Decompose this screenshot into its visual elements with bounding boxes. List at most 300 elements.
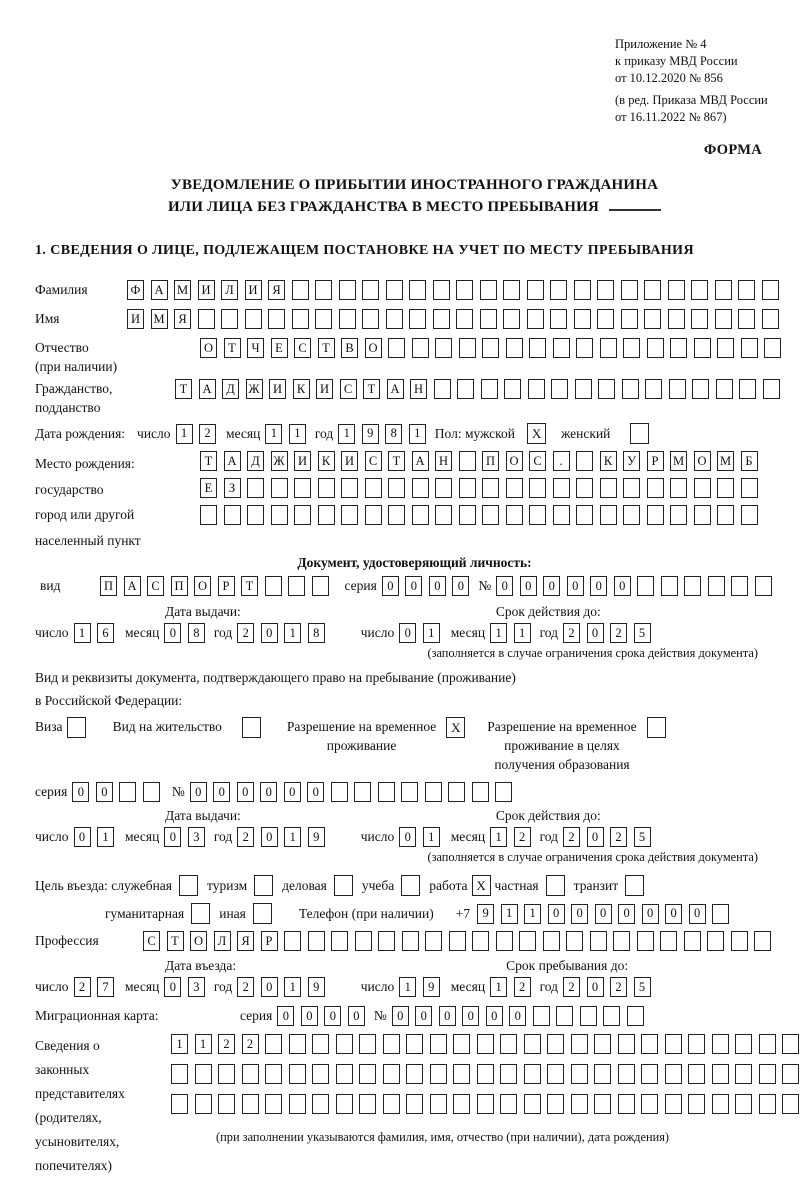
char-cell[interactable] bbox=[576, 478, 593, 498]
char-cell[interactable]: 1 bbox=[284, 623, 301, 643]
char-cell[interactable] bbox=[195, 1064, 212, 1084]
char-cell[interactable] bbox=[341, 505, 358, 525]
char-cell[interactable]: 0 bbox=[618, 904, 635, 924]
char-cell[interactable]: М bbox=[717, 451, 734, 471]
char-cell[interactable] bbox=[386, 309, 403, 329]
doc-type-cells[interactable] bbox=[100, 576, 329, 596]
char-cell[interactable]: 2 bbox=[242, 1034, 259, 1054]
char-cell[interactable]: 0 bbox=[689, 904, 706, 924]
char-cell[interactable] bbox=[641, 1064, 658, 1084]
char-cell[interactable] bbox=[623, 478, 640, 498]
char-cell[interactable]: Ж bbox=[246, 379, 263, 399]
female-checkbox[interactable] bbox=[630, 423, 649, 444]
char-cell[interactable]: 1 bbox=[490, 977, 507, 997]
char-cell[interactable] bbox=[637, 931, 654, 951]
char-cell[interactable]: С bbox=[147, 576, 164, 596]
char-cell[interactable] bbox=[383, 1034, 400, 1054]
char-cell[interactable] bbox=[735, 1094, 752, 1114]
char-cell[interactable]: И bbox=[316, 379, 333, 399]
char-cell[interactable]: А bbox=[151, 280, 168, 300]
entry-month-cells[interactable] bbox=[164, 977, 205, 997]
char-cell[interactable] bbox=[365, 478, 382, 498]
char-cell[interactable]: 1 bbox=[423, 827, 440, 847]
char-cell[interactable] bbox=[406, 1064, 423, 1084]
char-cell[interactable] bbox=[644, 309, 661, 329]
char-cell[interactable]: Т bbox=[167, 931, 184, 951]
char-cell[interactable]: 9 bbox=[308, 977, 325, 997]
char-cell[interactable] bbox=[425, 931, 442, 951]
char-cell[interactable] bbox=[456, 280, 473, 300]
other-checkbox[interactable] bbox=[253, 903, 272, 924]
char-cell[interactable]: 0 bbox=[405, 576, 422, 596]
char-cell[interactable] bbox=[551, 379, 568, 399]
char-cell[interactable] bbox=[171, 1094, 188, 1114]
char-cell[interactable]: 0 bbox=[415, 1006, 432, 1026]
char-cell[interactable]: 2 bbox=[199, 424, 216, 444]
char-cell[interactable] bbox=[500, 1064, 517, 1084]
char-cell[interactable] bbox=[712, 1094, 729, 1114]
char-cell[interactable] bbox=[477, 1064, 494, 1084]
char-cell[interactable]: А bbox=[387, 379, 404, 399]
char-cell[interactable] bbox=[669, 379, 686, 399]
char-cell[interactable] bbox=[571, 1034, 588, 1054]
char-cell[interactable] bbox=[472, 782, 489, 802]
char-cell[interactable]: 2 bbox=[514, 977, 531, 997]
phone-cells[interactable] bbox=[477, 904, 729, 924]
char-cell[interactable] bbox=[289, 1094, 306, 1114]
birth-month-cells[interactable] bbox=[265, 424, 306, 444]
char-cell[interactable]: Н bbox=[410, 379, 427, 399]
char-cell[interactable] bbox=[119, 782, 136, 802]
char-cell[interactable]: 0 bbox=[665, 904, 682, 924]
char-cell[interactable]: 0 bbox=[72, 782, 89, 802]
char-cell[interactable] bbox=[477, 1094, 494, 1114]
char-cell[interactable] bbox=[738, 309, 755, 329]
temp-permit-edu-checkbox[interactable] bbox=[647, 717, 666, 738]
char-cell[interactable] bbox=[435, 478, 452, 498]
char-cell[interactable] bbox=[576, 451, 593, 471]
char-cell[interactable]: К bbox=[293, 379, 310, 399]
char-cell[interactable] bbox=[529, 478, 546, 498]
char-cell[interactable] bbox=[224, 505, 241, 525]
char-cell[interactable]: 0 bbox=[260, 782, 277, 802]
char-cell[interactable]: Н bbox=[435, 451, 452, 471]
doc-issue-month-cells[interactable] bbox=[164, 623, 205, 643]
char-cell[interactable]: 0 bbox=[261, 827, 278, 847]
char-cell[interactable]: Т bbox=[318, 338, 335, 358]
char-cell[interactable] bbox=[331, 782, 348, 802]
char-cell[interactable]: Ф bbox=[127, 280, 144, 300]
char-cell[interactable]: 0 bbox=[462, 1006, 479, 1026]
char-cell[interactable] bbox=[496, 931, 513, 951]
char-cell[interactable] bbox=[670, 505, 687, 525]
doc-issue-year-cells[interactable] bbox=[237, 623, 325, 643]
char-cell[interactable] bbox=[590, 931, 607, 951]
birth-day-cells[interactable] bbox=[176, 424, 217, 444]
char-cell[interactable] bbox=[527, 280, 544, 300]
char-cell[interactable] bbox=[670, 478, 687, 498]
char-cell[interactable] bbox=[524, 1064, 541, 1084]
char-cell[interactable]: 0 bbox=[399, 623, 416, 643]
char-cell[interactable]: 0 bbox=[452, 576, 469, 596]
char-cell[interactable] bbox=[459, 478, 476, 498]
char-cell[interactable] bbox=[265, 1064, 282, 1084]
char-cell[interactable] bbox=[688, 1094, 705, 1114]
char-cell[interactable] bbox=[715, 309, 732, 329]
char-cell[interactable]: 8 bbox=[385, 424, 402, 444]
char-cell[interactable] bbox=[245, 309, 262, 329]
char-cell[interactable] bbox=[717, 338, 734, 358]
char-cell[interactable] bbox=[647, 478, 664, 498]
char-cell[interactable]: Т bbox=[175, 379, 192, 399]
char-cell[interactable] bbox=[265, 576, 282, 596]
char-cell[interactable] bbox=[735, 1064, 752, 1084]
char-cell[interactable] bbox=[425, 782, 442, 802]
doc-valid-day-cells[interactable] bbox=[399, 623, 440, 643]
permit-issue-year-cells[interactable] bbox=[237, 827, 325, 847]
char-cell[interactable]: 0 bbox=[277, 1006, 294, 1026]
char-cell[interactable] bbox=[477, 1034, 494, 1054]
char-cell[interactable] bbox=[529, 505, 546, 525]
char-cell[interactable] bbox=[480, 309, 497, 329]
char-cell[interactable]: У bbox=[623, 451, 640, 471]
char-cell[interactable]: 0 bbox=[587, 977, 604, 997]
char-cell[interactable] bbox=[457, 379, 474, 399]
char-cell[interactable] bbox=[519, 931, 536, 951]
char-cell[interactable] bbox=[409, 309, 426, 329]
char-cell[interactable] bbox=[412, 338, 429, 358]
permit-issue-month-cells[interactable] bbox=[164, 827, 205, 847]
temp-permit-checkbox[interactable]: X bbox=[446, 717, 465, 738]
char-cell[interactable]: 7 bbox=[97, 977, 114, 997]
char-cell[interactable]: С bbox=[340, 379, 357, 399]
char-cell[interactable] bbox=[433, 280, 450, 300]
char-cell[interactable] bbox=[339, 309, 356, 329]
char-cell[interactable] bbox=[574, 280, 591, 300]
char-cell[interactable] bbox=[331, 931, 348, 951]
char-cell[interactable]: 0 bbox=[307, 782, 324, 802]
char-cell[interactable] bbox=[430, 1094, 447, 1114]
permit-series-cells[interactable] bbox=[72, 782, 160, 802]
char-cell[interactable] bbox=[362, 280, 379, 300]
permit-valid-day-cells[interactable] bbox=[399, 827, 440, 847]
char-cell[interactable] bbox=[339, 280, 356, 300]
char-cell[interactable] bbox=[754, 931, 771, 951]
char-cell[interactable] bbox=[665, 1064, 682, 1084]
char-cell[interactable]: 2 bbox=[514, 827, 531, 847]
char-cell[interactable]: 0 bbox=[486, 1006, 503, 1026]
char-cell[interactable] bbox=[717, 505, 734, 525]
char-cell[interactable] bbox=[566, 931, 583, 951]
char-cell[interactable]: М bbox=[151, 309, 168, 329]
char-cell[interactable]: Д bbox=[247, 451, 264, 471]
char-cell[interactable] bbox=[571, 1094, 588, 1114]
char-cell[interactable] bbox=[694, 338, 711, 358]
char-cell[interactable] bbox=[289, 1064, 306, 1084]
char-cell[interactable] bbox=[550, 309, 567, 329]
doc-series-cells[interactable] bbox=[382, 576, 470, 596]
char-cell[interactable]: 0 bbox=[74, 827, 91, 847]
char-cell[interactable]: П bbox=[171, 576, 188, 596]
migration-series-cells[interactable] bbox=[277, 1006, 365, 1026]
char-cell[interactable]: 0 bbox=[614, 576, 631, 596]
char-cell[interactable]: 0 bbox=[382, 576, 399, 596]
char-cell[interactable] bbox=[308, 931, 325, 951]
char-cell[interactable] bbox=[618, 1064, 635, 1084]
char-cell[interactable] bbox=[691, 309, 708, 329]
char-cell[interactable] bbox=[480, 280, 497, 300]
char-cell[interactable] bbox=[547, 1034, 564, 1054]
char-cell[interactable]: А bbox=[412, 451, 429, 471]
char-cell[interactable] bbox=[739, 379, 756, 399]
char-cell[interactable]: С bbox=[294, 338, 311, 358]
char-cell[interactable]: Т bbox=[363, 379, 380, 399]
representatives-row3-cells[interactable] bbox=[171, 1094, 800, 1114]
char-cell[interactable]: 5 bbox=[634, 623, 651, 643]
char-cell[interactable]: . bbox=[553, 451, 570, 471]
study-checkbox[interactable] bbox=[401, 875, 420, 896]
permit-valid-month-cells[interactable] bbox=[490, 827, 531, 847]
char-cell[interactable] bbox=[716, 379, 733, 399]
char-cell[interactable]: 1 bbox=[490, 827, 507, 847]
char-cell[interactable]: 1 bbox=[501, 904, 518, 924]
char-cell[interactable]: А bbox=[124, 576, 141, 596]
char-cell[interactable] bbox=[456, 309, 473, 329]
doc-number-cells[interactable] bbox=[496, 576, 772, 596]
char-cell[interactable] bbox=[600, 338, 617, 358]
char-cell[interactable] bbox=[412, 505, 429, 525]
permit-valid-year-cells[interactable] bbox=[563, 827, 651, 847]
char-cell[interactable]: 0 bbox=[429, 576, 446, 596]
private-checkbox[interactable] bbox=[546, 875, 565, 896]
char-cell[interactable] bbox=[221, 309, 238, 329]
char-cell[interactable] bbox=[618, 1034, 635, 1054]
char-cell[interactable] bbox=[500, 1094, 517, 1114]
char-cell[interactable] bbox=[292, 280, 309, 300]
char-cell[interactable]: П bbox=[100, 576, 117, 596]
char-cell[interactable] bbox=[556, 1006, 573, 1026]
char-cell[interactable]: К bbox=[318, 451, 335, 471]
char-cell[interactable] bbox=[388, 505, 405, 525]
char-cell[interactable] bbox=[647, 338, 664, 358]
char-cell[interactable] bbox=[453, 1094, 470, 1114]
doc-valid-year-cells[interactable] bbox=[563, 623, 651, 643]
char-cell[interactable] bbox=[312, 576, 329, 596]
char-cell[interactable]: А bbox=[224, 451, 241, 471]
char-cell[interactable] bbox=[668, 309, 685, 329]
char-cell[interactable] bbox=[355, 931, 372, 951]
char-cell[interactable] bbox=[594, 1094, 611, 1114]
char-cell[interactable]: 0 bbox=[261, 977, 278, 997]
char-cell[interactable]: 2 bbox=[237, 977, 254, 997]
char-cell[interactable] bbox=[712, 1034, 729, 1054]
char-cell[interactable]: 0 bbox=[520, 576, 537, 596]
char-cell[interactable] bbox=[315, 280, 332, 300]
char-cell[interactable] bbox=[448, 782, 465, 802]
char-cell[interactable]: 1 bbox=[490, 623, 507, 643]
char-cell[interactable]: 5 bbox=[634, 827, 651, 847]
char-cell[interactable]: Д bbox=[222, 379, 239, 399]
char-cell[interactable] bbox=[336, 1094, 353, 1114]
char-cell[interactable]: 1 bbox=[338, 424, 355, 444]
char-cell[interactable] bbox=[684, 931, 701, 951]
char-cell[interactable] bbox=[430, 1034, 447, 1054]
birth-place-row1-cells[interactable] bbox=[200, 451, 758, 471]
birth-place-row2-cells[interactable] bbox=[200, 478, 758, 498]
business-checkbox[interactable] bbox=[334, 875, 353, 896]
char-cell[interactable] bbox=[200, 505, 217, 525]
char-cell[interactable] bbox=[694, 505, 711, 525]
char-cell[interactable] bbox=[623, 338, 640, 358]
char-cell[interactable]: 1 bbox=[171, 1034, 188, 1054]
char-cell[interactable] bbox=[435, 338, 452, 358]
char-cell[interactable] bbox=[315, 309, 332, 329]
char-cell[interactable] bbox=[284, 931, 301, 951]
char-cell[interactable] bbox=[198, 309, 215, 329]
char-cell[interactable] bbox=[717, 478, 734, 498]
char-cell[interactable]: Т bbox=[224, 338, 241, 358]
char-cell[interactable] bbox=[692, 379, 709, 399]
char-cell[interactable]: 3 bbox=[188, 827, 205, 847]
char-cell[interactable]: 9 bbox=[308, 827, 325, 847]
char-cell[interactable] bbox=[247, 478, 264, 498]
char-cell[interactable] bbox=[759, 1034, 776, 1054]
char-cell[interactable] bbox=[271, 505, 288, 525]
char-cell[interactable] bbox=[550, 280, 567, 300]
char-cell[interactable] bbox=[644, 280, 661, 300]
char-cell[interactable] bbox=[365, 505, 382, 525]
char-cell[interactable] bbox=[312, 1034, 329, 1054]
char-cell[interactable]: 1 bbox=[97, 827, 114, 847]
char-cell[interactable] bbox=[453, 1064, 470, 1084]
char-cell[interactable]: 0 bbox=[587, 623, 604, 643]
char-cell[interactable]: 0 bbox=[548, 904, 565, 924]
char-cell[interactable]: К bbox=[600, 451, 617, 471]
char-cell[interactable] bbox=[597, 280, 614, 300]
char-cell[interactable]: 0 bbox=[164, 977, 181, 997]
char-cell[interactable] bbox=[576, 505, 593, 525]
char-cell[interactable] bbox=[529, 338, 546, 358]
char-cell[interactable]: И bbox=[341, 451, 358, 471]
char-cell[interactable] bbox=[362, 309, 379, 329]
transit-checkbox[interactable] bbox=[625, 875, 644, 896]
char-cell[interactable] bbox=[707, 931, 724, 951]
char-cell[interactable]: О bbox=[194, 576, 211, 596]
char-cell[interactable] bbox=[553, 505, 570, 525]
char-cell[interactable] bbox=[755, 576, 772, 596]
residence-permit-checkbox[interactable] bbox=[242, 717, 261, 738]
char-cell[interactable] bbox=[645, 379, 662, 399]
char-cell[interactable]: 1 bbox=[176, 424, 193, 444]
char-cell[interactable] bbox=[670, 338, 687, 358]
char-cell[interactable] bbox=[641, 1034, 658, 1054]
char-cell[interactable]: Т bbox=[200, 451, 217, 471]
char-cell[interactable] bbox=[543, 931, 560, 951]
char-cell[interactable] bbox=[482, 478, 499, 498]
char-cell[interactable] bbox=[359, 1034, 376, 1054]
char-cell[interactable]: 0 bbox=[567, 576, 584, 596]
char-cell[interactable]: 9 bbox=[423, 977, 440, 997]
char-cell[interactable] bbox=[435, 505, 452, 525]
male-checkbox[interactable]: X bbox=[527, 423, 546, 444]
entry-day-cells[interactable] bbox=[74, 977, 115, 997]
char-cell[interactable] bbox=[218, 1094, 235, 1114]
char-cell[interactable]: 2 bbox=[610, 623, 627, 643]
char-cell[interactable]: И bbox=[198, 280, 215, 300]
char-cell[interactable]: Ж bbox=[271, 451, 288, 471]
char-cell[interactable] bbox=[622, 379, 639, 399]
char-cell[interactable] bbox=[318, 478, 335, 498]
char-cell[interactable] bbox=[597, 309, 614, 329]
char-cell[interactable] bbox=[665, 1094, 682, 1114]
char-cell[interactable] bbox=[694, 478, 711, 498]
char-cell[interactable]: 2 bbox=[563, 977, 580, 997]
char-cell[interactable] bbox=[576, 338, 593, 358]
char-cell[interactable] bbox=[731, 576, 748, 596]
stay-year-cells[interactable] bbox=[563, 977, 651, 997]
char-cell[interactable] bbox=[388, 478, 405, 498]
char-cell[interactable]: 0 bbox=[284, 782, 301, 802]
char-cell[interactable] bbox=[621, 280, 638, 300]
char-cell[interactable] bbox=[741, 505, 758, 525]
entry-year-cells[interactable] bbox=[237, 977, 325, 997]
char-cell[interactable]: 0 bbox=[392, 1006, 409, 1026]
char-cell[interactable]: О bbox=[190, 931, 207, 951]
char-cell[interactable] bbox=[524, 1034, 541, 1054]
char-cell[interactable] bbox=[688, 1034, 705, 1054]
permit-issue-day-cells[interactable] bbox=[74, 827, 115, 847]
char-cell[interactable] bbox=[336, 1064, 353, 1084]
char-cell[interactable]: О bbox=[200, 338, 217, 358]
char-cell[interactable]: В bbox=[341, 338, 358, 358]
char-cell[interactable] bbox=[741, 338, 758, 358]
surname-cells[interactable] bbox=[127, 280, 779, 300]
char-cell[interactable] bbox=[547, 1064, 564, 1084]
char-cell[interactable] bbox=[386, 280, 403, 300]
char-cell[interactable] bbox=[289, 1034, 306, 1054]
doc-issue-day-cells[interactable] bbox=[74, 623, 115, 643]
work-checkbox[interactable]: X bbox=[472, 875, 491, 896]
char-cell[interactable] bbox=[741, 478, 758, 498]
char-cell[interactable]: 2 bbox=[610, 977, 627, 997]
char-cell[interactable]: 0 bbox=[642, 904, 659, 924]
char-cell[interactable]: И bbox=[245, 280, 262, 300]
char-cell[interactable]: 0 bbox=[543, 576, 560, 596]
char-cell[interactable] bbox=[647, 505, 664, 525]
char-cell[interactable] bbox=[383, 1064, 400, 1084]
given-name-cells[interactable] bbox=[127, 309, 779, 329]
char-cell[interactable]: Б bbox=[741, 451, 758, 471]
char-cell[interactable] bbox=[171, 1064, 188, 1084]
char-cell[interactable]: 2 bbox=[237, 623, 254, 643]
official-checkbox[interactable] bbox=[179, 875, 198, 896]
char-cell[interactable] bbox=[402, 931, 419, 951]
char-cell[interactable] bbox=[764, 338, 781, 358]
char-cell[interactable] bbox=[459, 505, 476, 525]
char-cell[interactable]: Л bbox=[214, 931, 231, 951]
char-cell[interactable]: О bbox=[506, 451, 523, 471]
char-cell[interactable] bbox=[433, 309, 450, 329]
char-cell[interactable]: И bbox=[269, 379, 286, 399]
char-cell[interactable] bbox=[594, 1034, 611, 1054]
char-cell[interactable] bbox=[459, 451, 476, 471]
char-cell[interactable] bbox=[641, 1094, 658, 1114]
char-cell[interactable] bbox=[481, 379, 498, 399]
char-cell[interactable] bbox=[782, 1034, 799, 1054]
char-cell[interactable] bbox=[242, 1064, 259, 1084]
char-cell[interactable] bbox=[735, 1034, 752, 1054]
char-cell[interactable] bbox=[504, 379, 521, 399]
